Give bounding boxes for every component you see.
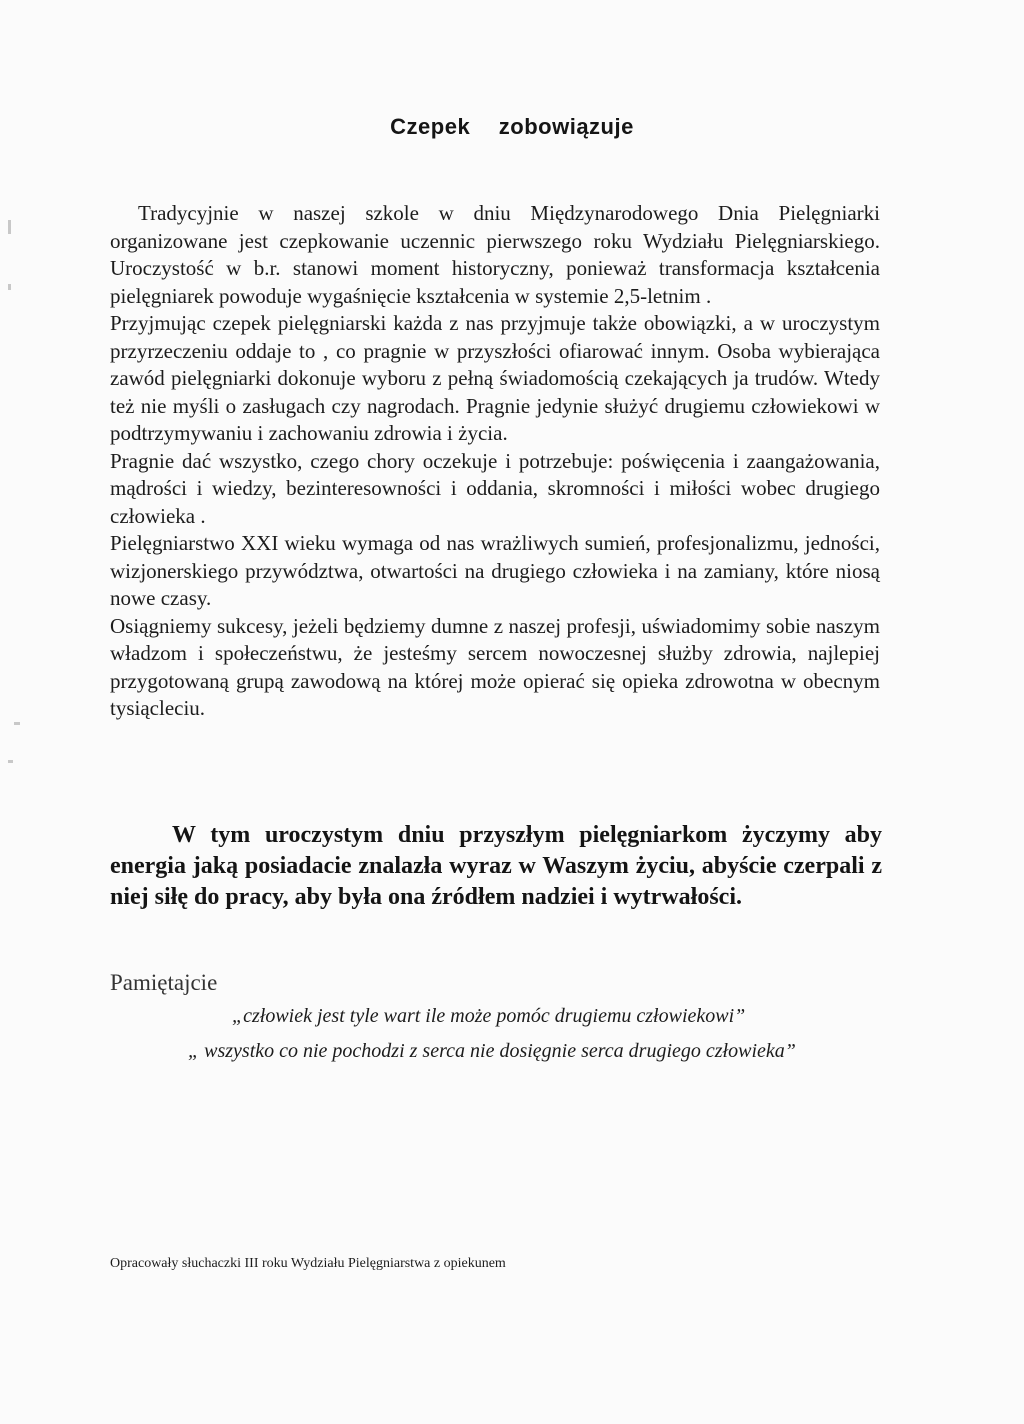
quote: „człowiek jest tyle wart ile może pomóc drugiemu człowiekowi”: [232, 1005, 746, 1027]
paragraph: Osiągniemy sukcesy, jeżeli będziemy dumne z naszej profesji, uświadomimy sobie naszym władzom i społeczeństwu, że jesteśmy sercem nowoczesnej służby zdrowia, najlepiej przygotowaną grupą zawodową na której może opierać się opieka zdrowotna w obecnym tysiącleciu.: [110, 613, 880, 720]
paragraph: Pragnie dać wszystko, czego chory oczekuje i potrzebuje: poświęcenia i zaangażowania, mądrości i wiedzy, bezinteresowności i oddania, skromności i miłości wobec drugiego człowieka .: [110, 448, 880, 528]
wish-text: W tym uroczystym dniu przyszłym pielęgniarkom życzymy aby energia jaką posiadacie znalazła wyraz w Waszym życiu, abyście czerpali z niej siłę do pracy, aby była ona źródłem nadziei i wytrwałości.: [110, 822, 882, 910]
scan-edge-mark: [8, 284, 11, 290]
wish-paragraph: [110, 820, 882, 913]
paragraph: Przyjmując czepek pielęgniarski każda z nas przyjmuje także obowiązki, a w uroczystym przyrzeczeniu oddaje to , co pragnie w przyszłości ofiarować innym. Osoba wybierająca zawód pielęgniarki dokonuje wyboru z pełną świadomością czekających ja trudów. Wtedy też nie myśli o zasługach czy nagrodach. Pragnie jedynie służyć drugiemu człowiekowi w podtrzymywaniu i zachowaniu zdrowia i życia.: [110, 311, 880, 445]
paragraph: Tradycyjnie w naszej szkole w dniu Międzynarodowego Dnia Pielęgniarki organizowane jest czepkowanie uczennic pierwszego roku Wydziału Pielęgniarskiego. Uroczystość w b.r. stanowi moment historyczny, ponieważ transformacja kształcenia pielęgniarek powoduje wygaśnięcie kształcenia w systemie 2,5-letnim .: [110, 201, 880, 308]
scan-edge-mark: [14, 722, 20, 725]
scan-edge-mark: [8, 760, 13, 763]
paragraph: Pielęgniarstwo XXI wieku wymaga od nas wrażliwych sumień, profesjonalizmu, jedności, wizjonerskiego przywództwa, otwartości na drugiego człowieka i na zamiany, które niosą nowe czasy.: [110, 531, 880, 610]
body-text: [110, 200, 880, 723]
quote: „ wszystko co nie pochodzi z serca nie dosięgnie serca drugiego człowieka”: [188, 1040, 796, 1062]
scan-edge-mark: [8, 220, 11, 234]
remember-label: Pamiętajcie: [110, 970, 218, 995]
page-title: Czepek zobowiązuje: [390, 114, 634, 139]
footer-credit: Opracowały słuchaczki III roku Wydziału Pielęgniarstwa z opiekunem: [110, 1256, 506, 1271]
